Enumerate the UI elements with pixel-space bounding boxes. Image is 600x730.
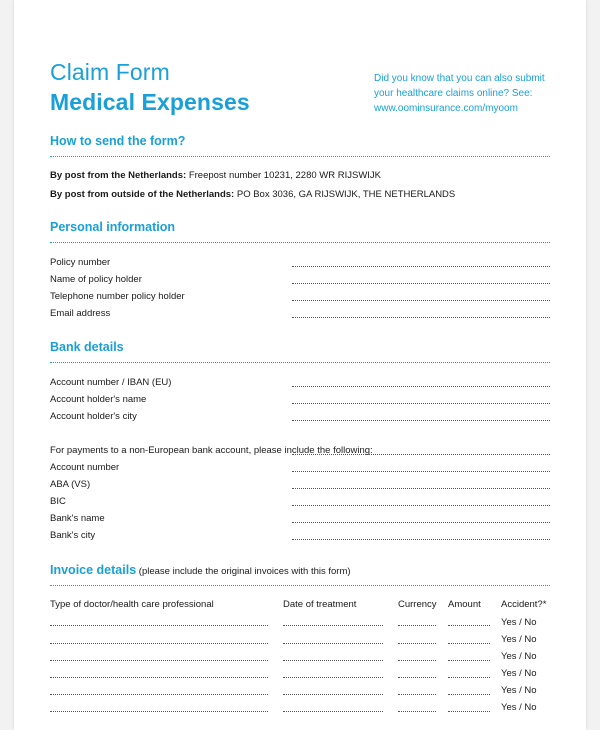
professional-field[interactable] bbox=[50, 677, 268, 678]
bank-city-field[interactable] bbox=[292, 539, 550, 540]
form-subtitle: Medical Expenses bbox=[50, 89, 250, 115]
column-header-professional: Type of doctor/health care professional bbox=[50, 599, 214, 610]
date-field[interactable] bbox=[283, 711, 383, 712]
online-claims-note bbox=[374, 71, 574, 116]
promo-line: Did you know that you can also submit bbox=[374, 73, 545, 84]
date-field[interactable] bbox=[283, 694, 383, 695]
amount-field[interactable] bbox=[448, 643, 490, 644]
policy-holder-field[interactable] bbox=[292, 283, 550, 284]
column-header-currency: Currency bbox=[398, 599, 437, 610]
field-label-holder-name: Account holder's name bbox=[50, 394, 147, 405]
accident-yes-no[interactable]: Yes / No bbox=[501, 702, 537, 713]
professional-field[interactable] bbox=[50, 694, 268, 695]
amount-field[interactable] bbox=[448, 625, 490, 626]
accident-yes-no[interactable]: Yes / No bbox=[501, 651, 537, 662]
professional-field[interactable] bbox=[50, 625, 268, 626]
claim-form-page bbox=[14, 0, 586, 730]
field-label-telephone: Telephone number policy holder bbox=[50, 291, 185, 302]
amount-field[interactable] bbox=[448, 711, 490, 712]
amount-field[interactable] bbox=[448, 677, 490, 678]
bank-name-field[interactable] bbox=[292, 522, 550, 523]
field-label-bic: BIC bbox=[50, 496, 66, 507]
invoice-heading-note: (please include the original invoices with this form) bbox=[136, 566, 351, 577]
field-label-holder-city: Account holder's city bbox=[50, 411, 137, 422]
field-label-policy-holder: Name of policy holder bbox=[50, 274, 142, 285]
post-abroad-address: PO Box 3036, GA RIJSWIJK, THE NETHERLANDS bbox=[234, 189, 456, 200]
form-title: Claim Form bbox=[50, 59, 170, 85]
field-label-aba: ABA (VS) bbox=[50, 479, 91, 490]
field-label-iban: Account number / IBAN (EU) bbox=[50, 377, 172, 388]
post-nl-line bbox=[50, 170, 381, 181]
date-field[interactable] bbox=[283, 625, 383, 626]
section-divider bbox=[50, 362, 550, 363]
section-divider bbox=[50, 242, 550, 243]
post-nl-address: Freepost number 10231, 2280 WR RIJSWIJK bbox=[186, 170, 382, 181]
professional-field[interactable] bbox=[50, 711, 268, 712]
currency-field[interactable] bbox=[398, 643, 436, 644]
section-divider bbox=[50, 156, 550, 157]
section-heading-personal: Personal information bbox=[50, 220, 176, 234]
aba-field[interactable] bbox=[292, 488, 550, 489]
currency-field[interactable] bbox=[398, 677, 436, 678]
currency-field[interactable] bbox=[398, 660, 436, 661]
non-eu-intro-field[interactable] bbox=[292, 454, 550, 455]
amount-field[interactable] bbox=[448, 660, 490, 661]
accident-yes-no[interactable]: Yes / No bbox=[501, 668, 537, 679]
section-heading-bank: Bank details bbox=[50, 340, 124, 354]
holder-city-field[interactable] bbox=[292, 420, 550, 421]
field-label-bank-city: Bank's city bbox=[50, 530, 96, 541]
post-nl-label: By post from the Netherlands: bbox=[50, 170, 187, 181]
telephone-field[interactable] bbox=[292, 300, 550, 301]
email-field[interactable] bbox=[292, 317, 550, 318]
section-heading-invoice bbox=[50, 563, 351, 577]
accident-yes-no[interactable]: Yes / No bbox=[501, 617, 537, 628]
column-header-accident: Accident?* bbox=[501, 599, 547, 610]
promo-line: your healthcare claims online? See: bbox=[374, 88, 533, 99]
non-eu-intro: For payments to a non-European bank account, please include the following: bbox=[50, 445, 373, 456]
currency-field[interactable] bbox=[398, 694, 436, 695]
policy-number-field[interactable] bbox=[292, 266, 550, 267]
column-header-amount: Amount bbox=[448, 599, 481, 610]
post-abroad-line bbox=[50, 189, 455, 200]
account-number-field[interactable] bbox=[292, 471, 550, 472]
professional-field[interactable] bbox=[50, 643, 268, 644]
currency-field[interactable] bbox=[398, 711, 436, 712]
column-header-date: Date of treatment bbox=[283, 599, 357, 610]
section-heading-send: How to send the form? bbox=[50, 134, 186, 148]
amount-field[interactable] bbox=[448, 694, 490, 695]
field-label-policy-number: Policy number bbox=[50, 257, 111, 268]
section-divider bbox=[50, 585, 550, 586]
professional-field[interactable] bbox=[50, 660, 268, 661]
date-field[interactable] bbox=[283, 660, 383, 661]
accident-yes-no[interactable]: Yes / No bbox=[501, 634, 537, 645]
iban-field[interactable] bbox=[292, 386, 550, 387]
field-label-email: Email address bbox=[50, 308, 111, 319]
date-field[interactable] bbox=[283, 677, 383, 678]
accident-yes-no[interactable]: Yes / No bbox=[501, 685, 537, 696]
date-field[interactable] bbox=[283, 643, 383, 644]
currency-field[interactable] bbox=[398, 625, 436, 626]
field-label-account-number: Account number bbox=[50, 462, 120, 473]
invoice-heading-text: Invoice details bbox=[50, 563, 137, 577]
post-abroad-label: By post from outside of the Netherlands: bbox=[50, 189, 235, 200]
bic-field[interactable] bbox=[292, 505, 550, 506]
promo-link[interactable]: www.oominsurance.com/myoom bbox=[374, 103, 518, 114]
field-label-bank-name: Bank's name bbox=[50, 513, 105, 524]
holder-name-field[interactable] bbox=[292, 403, 550, 404]
